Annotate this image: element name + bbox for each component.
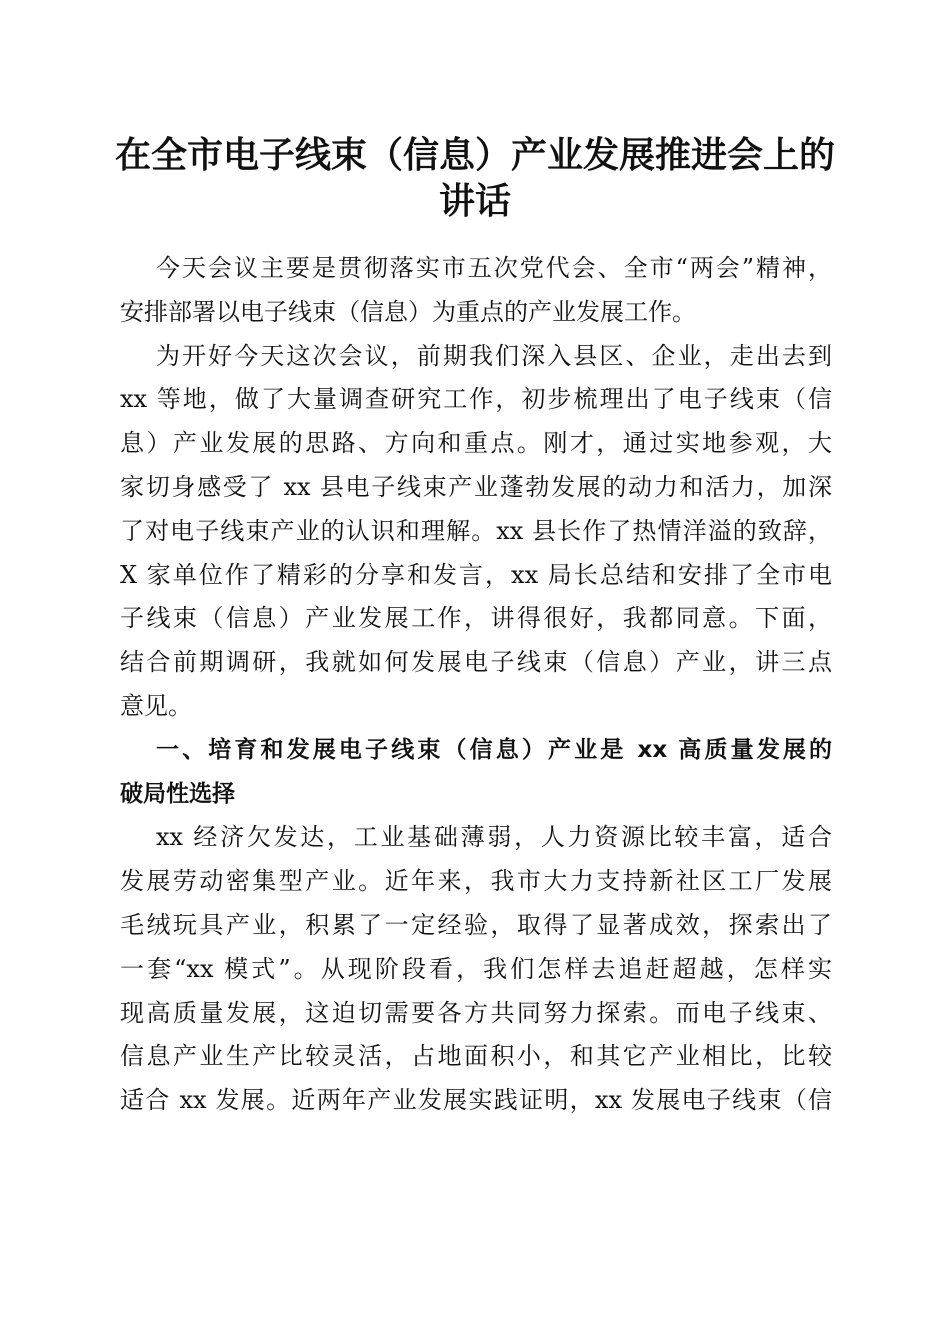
- document-body: [120, 247, 832, 1123]
- document-title: [100, 132, 850, 224]
- text-line: X 家单位作了精彩的分享和发言，xx 局长总结和安排了全市电: [120, 560, 832, 589]
- text-line: 信息产业生产比较灵活，占地面积小，和其它产业相比，比较: [120, 1042, 832, 1071]
- paragraph-intro: [120, 247, 832, 335]
- text-line: 一套“xx 模式”。从现阶段看，我们怎样去追赶超越，怎样实: [120, 954, 832, 983]
- section-heading-1: [120, 729, 832, 817]
- text-line: 为开好今天这次会议，前期我们深入县区、企业，走出去到: [156, 341, 832, 370]
- title-line: 在全市电子线束（信息）产业发展推进会上的: [114, 134, 835, 176]
- text-line: 今天会议主要是贯彻落实市五次党代会、全市“两会”精神，: [156, 254, 832, 282]
- paragraph-section-1: [120, 816, 832, 1123]
- paragraph-background: [120, 335, 832, 729]
- text-line: 安排部署以电子线束（信息）为重点的产业发展工作。: [120, 297, 696, 326]
- text-line: 了对电子线束产业的认识和理解。xx 县长作了热情洋溢的致辞，: [120, 516, 832, 545]
- heading-line: 破局性选择: [120, 780, 235, 807]
- text-line: xx 等地，做了大量调查研究工作，初步梳理出了电子线束（信: [120, 385, 832, 414]
- heading-line: 一、培育和发展电子线束（信息）产业是 xx 高质量发展的: [156, 736, 832, 763]
- text-line: 息）产业发展的思路、方向和重点。刚才，通过实地参观，大: [120, 429, 832, 458]
- title-line: 讲话: [438, 180, 511, 222]
- text-line: 子线束（信息）产业发展工作，讲得很好，我都同意。下面，: [120, 604, 832, 633]
- text-line: 结合前期调研，我就如何发展电子线束（信息）产业，讲三点: [120, 648, 832, 677]
- text-line: 家切身感受了 xx 县电子线束产业蓬勃发展的动力和活力，加深: [120, 472, 832, 501]
- text-line: 现高质量发展，这迫切需要各方共同努力探索。而电子线束、: [120, 998, 832, 1027]
- text-line: 毛绒玩具产业，积累了一定经验，取得了显著成效，探索出了: [120, 910, 832, 939]
- text-line: xx 经济欠发达，工业基础薄弱，人力资源比较丰富，适合: [156, 823, 832, 852]
- text-line: 适合 xx 发展。近两年产业发展实践证明，xx 发展电子线束（信: [120, 1086, 832, 1115]
- text-line: 发展劳动密集型产业。近年来，我市大力支持新社区工厂发展: [120, 867, 832, 896]
- text-line: 意见。: [120, 691, 192, 720]
